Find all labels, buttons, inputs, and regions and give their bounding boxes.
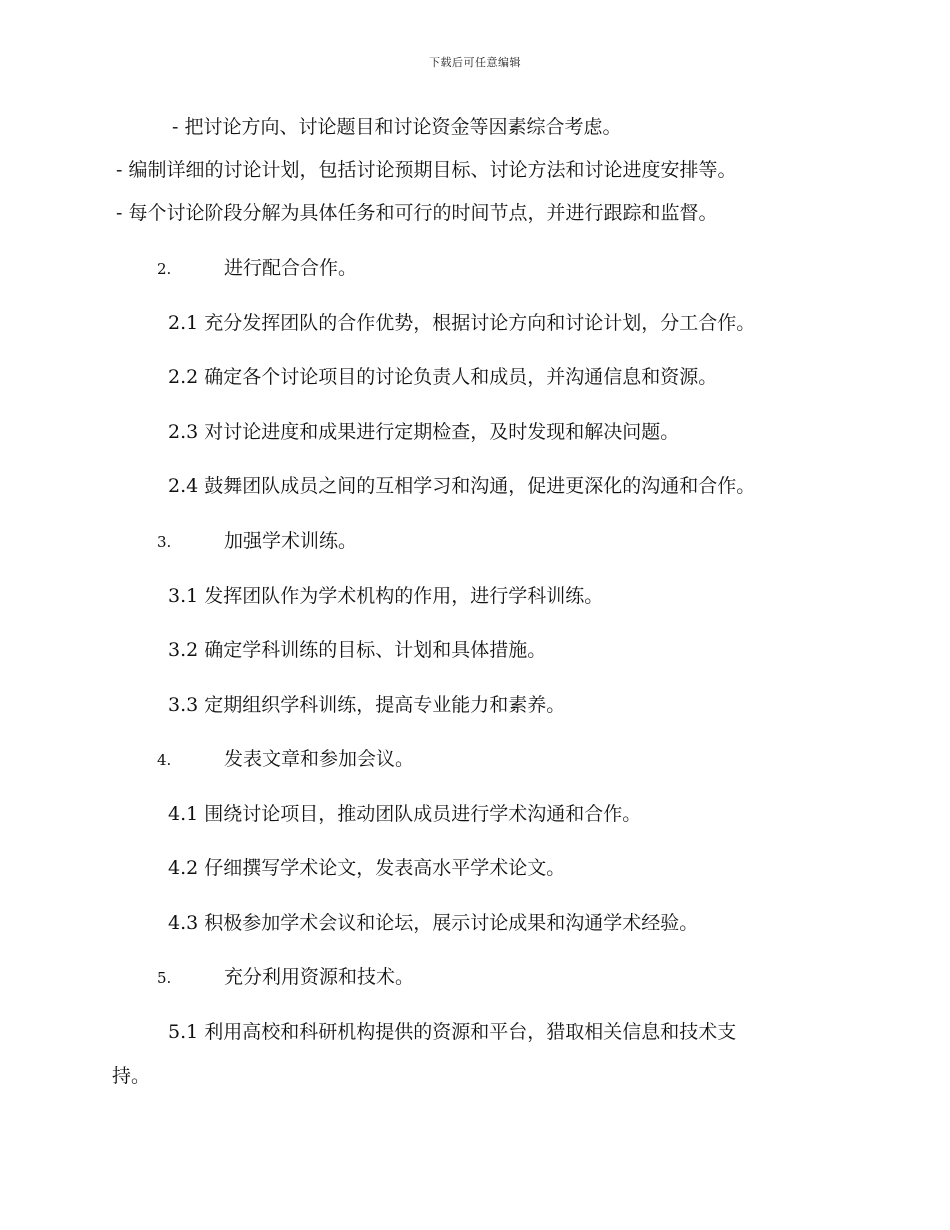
section-title: 进行配合合作。 [224,257,358,279]
bullet-line: - 每个讨论阶段分解为具体任务和可行的时间节点，并进行跟踪和监督。 [116,202,718,224]
list-item: 2.3 对讨论进度和成果进行定期检查，及时发现和解决问题。 [168,421,680,443]
list-item-continuation: 持。 [112,1065,151,1087]
list-item: 4.3 积极参加学术会议和论坛，展示讨论成果和沟通学术经验。 [168,912,699,934]
section-title: 发表文章和参加会议。 [224,748,415,770]
bullet-line: - 把讨论方向、讨论题目和讨论资金等因素综合考虑。 [172,116,622,138]
section-number: 5. [157,969,172,987]
list-item: 2.2 确定各个讨论项目的讨论负责人和成员，并沟通信息和资源。 [168,366,718,388]
bullet-line: - 编制详细的讨论计划，包括讨论预期目标、讨论方法和讨论进度安排等。 [116,159,737,181]
list-item: 2.4 鼓舞团队成员之间的互相学习和沟通，促进更深化的沟通和合作。 [168,475,756,497]
section-number: 2. [157,260,172,278]
list-item: 3.2 确定学科训练的目标、计划和具体措施。 [168,639,547,661]
list-item: 4.2 仔细撰写学术论文，发表高水平学术论文。 [168,857,566,879]
section-title: 充分利用资源和技术。 [224,966,415,988]
list-item: 5.1 利用高校和科研机构提供的资源和平台，猎取相关信息和技术支 [168,1021,737,1043]
list-item: 3.1 发挥团队作为学术机构的作用，进行学科训练。 [168,585,604,607]
list-item: 4.1 围绕讨论项目，推动团队成员进行学术沟通和合作。 [168,803,642,825]
section-number: 3. [157,533,172,551]
page-header: 下载后可任意编辑 [429,56,521,69]
section-number: 4. [157,751,172,769]
section-title: 加强学术训练。 [224,530,358,552]
list-item: 3.3 定期组织学科训练，提高专业能力和素养。 [168,694,566,716]
list-item: 2.1 充分发挥团队的合作优势，根据讨论方向和讨论计划，分工合作。 [168,312,756,334]
